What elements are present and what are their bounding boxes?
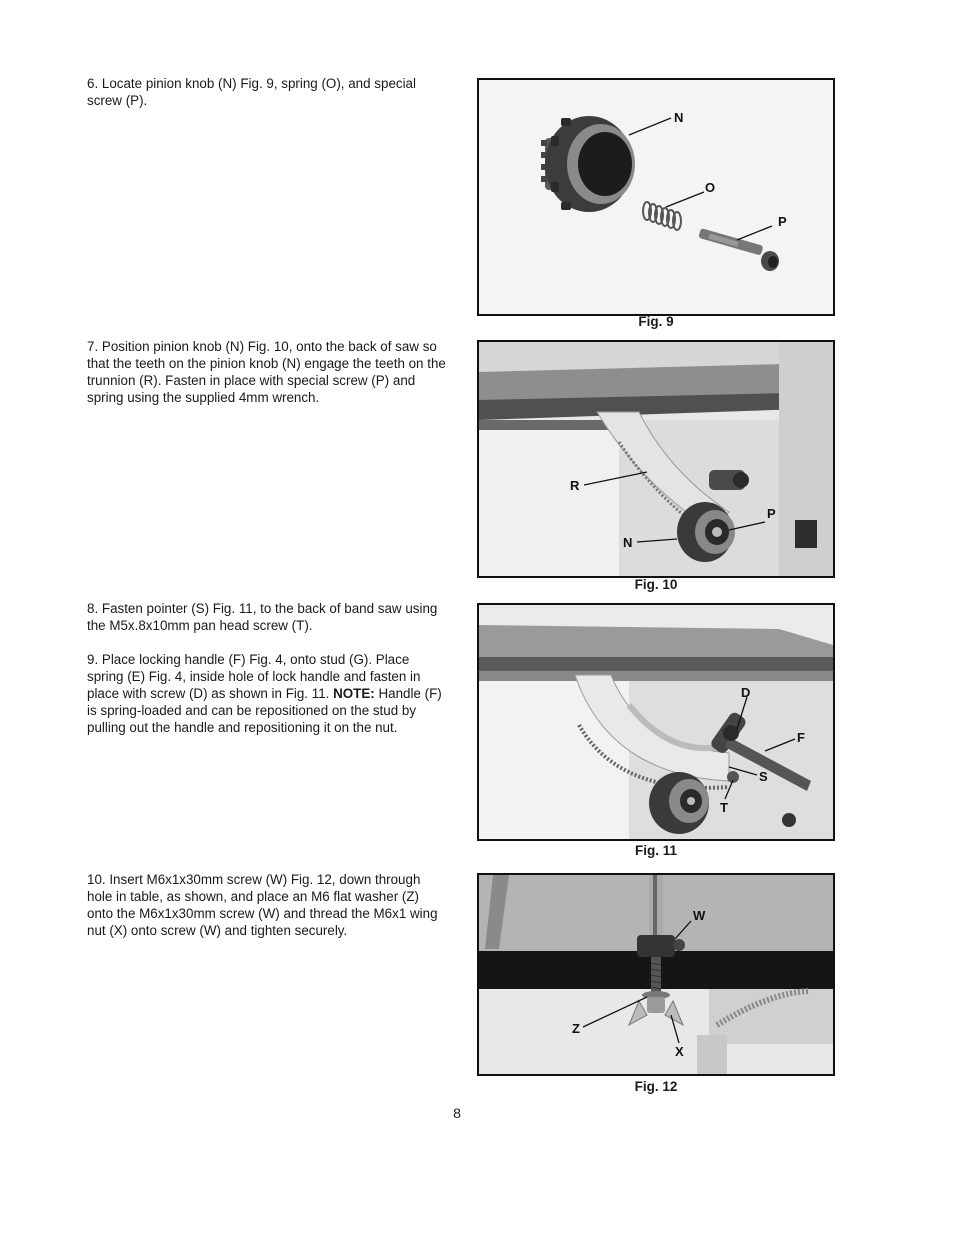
fig9-label-n: N [674, 110, 684, 125]
fig12-label-z: Z [572, 1021, 580, 1036]
page-number: 8 [453, 1105, 461, 1121]
fig10-label-n: N [623, 535, 633, 550]
figure-11-illustration [479, 605, 833, 839]
fig10-label-p: P [767, 506, 776, 521]
step-7 [87, 338, 447, 423]
figure-12-illustration [479, 875, 833, 1074]
figure-10-illustration [479, 342, 833, 576]
fig9-label-o: O [705, 180, 716, 195]
fig11-label-t: T [720, 800, 728, 815]
figure-9-caption: Fig. 9 [638, 314, 674, 329]
fig12-label-x: X [675, 1044, 684, 1059]
step-10 [87, 871, 447, 956]
step-10-text: 10. Insert M6x1x30mm screw (W) Fig. 12, down through hole in table, as shown, and place an M6 flat washer (Z) onto the M6x1x30mm screw (W) and thread the M6x1 wing nut (X) onto screw (W) and tighten securely. [87, 872, 438, 938]
step-9-note-label: NOTE: [333, 686, 375, 701]
figure-9-photo [477, 78, 835, 316]
step-6-text: 6. Locate pinion knob (N) Fig. 9, spring (O), and special screw (P). [87, 76, 416, 108]
step-7-text: 7. Position pinion knob (N) Fig. 10, onto the back of saw so that the teeth on the pinion knob (N) engage the teeth on the trunnion (R). Fasten in place with special screw (P) and spring using the supplied 4mm wrench. [87, 339, 446, 405]
figure-11-caption: Fig. 11 [634, 843, 678, 858]
step-9-note: Handle (F) is spring-loaded and can be repositioned on the stud by pulling out the handle and repositioning it on the nut. [87, 686, 442, 735]
fig11-label-f: F [797, 730, 805, 745]
step-8-text: 8. Fasten pointer (S) Fig. 11, to the back of band saw using the M5x.8x10mm pan head screw (T). [87, 601, 438, 633]
figure-12-caption: Fig. 12 [634, 1079, 678, 1094]
step-6 [87, 75, 447, 126]
figure-9-illustration [479, 80, 833, 314]
figure-11-photo [477, 603, 835, 841]
step-8-9 [87, 600, 447, 753]
fig12-label-w: W [693, 908, 706, 923]
fig10-label-r: R [570, 478, 580, 493]
fig11-label-d: D [741, 685, 751, 700]
step-9-text [87, 651, 447, 736]
step-9-main: 9. Place locking handle (F) Fig. 4, onto stud (G). Place spring (E) Fig. 4, inside hole of lock handle and fasten in place with screw (D) as shown in Fig. 11. [87, 652, 421, 701]
fig9-label-p: P [778, 214, 787, 229]
fig11-label-s: S [759, 769, 768, 784]
figure-12-photo [477, 873, 835, 1076]
figure-10-caption: Fig. 10 [634, 577, 678, 592]
figure-10-photo [477, 340, 835, 578]
